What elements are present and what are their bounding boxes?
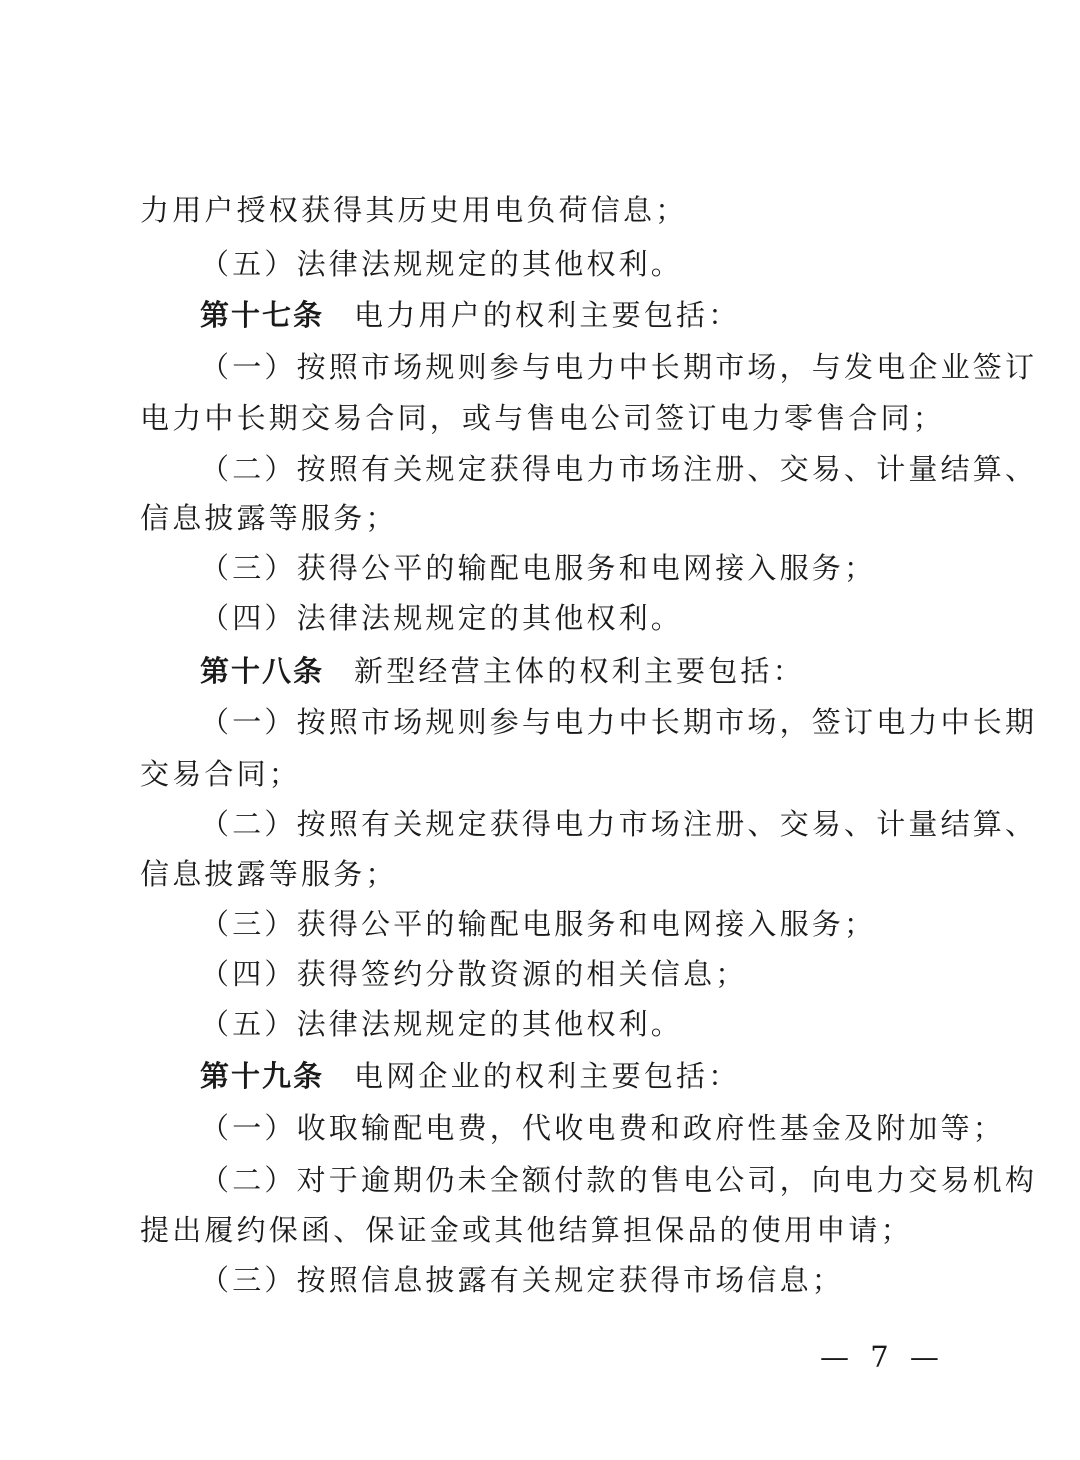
article-text: 电网企业的权利主要包括： <box>354 1059 741 1093</box>
article-heading: 第十九条 <box>200 1059 325 1093</box>
text-line: 提出履约保函、保证金或其他结算担保品的使用申请； <box>140 1213 913 1247</box>
article-17-line <box>200 297 740 333</box>
text-line: （一）按照市场规则参与电力中长期市场，签订电力中长期 <box>200 705 1038 739</box>
text-line: （三）获得公平的输配电服务和电网接入服务； <box>200 551 877 585</box>
article-18-line <box>200 653 805 689</box>
article-text: 新型经营主体的权利主要包括： <box>354 654 805 688</box>
text-line: 电力中长期交易合同，或与售电公司签订电力零售合同； <box>140 401 946 435</box>
text-line: （一）按照市场规则参与电力中长期市场，与发电企业签订 <box>200 350 1038 384</box>
text-line: （四）法律法规规定的其他权利。 <box>200 601 684 635</box>
article-text: 电力用户的权利主要包括： <box>354 298 741 332</box>
text-line: 力用户授权获得其历史用电负荷信息； <box>140 193 688 227</box>
article-19-line <box>200 1058 740 1094</box>
text-line: 交易合同； <box>140 757 302 791</box>
article-heading: 第十七条 <box>200 298 325 332</box>
text-line: （二）按照有关规定获得电力市场注册、交易、计量结算、 <box>200 452 1038 486</box>
text-line: （二）按照有关规定获得电力市场注册、交易、计量结算、 <box>200 807 1038 841</box>
text-line: （一）收取输配电费，代收电费和政府性基金及附加等； <box>200 1111 1006 1145</box>
text-line: 信息披露等服务； <box>140 501 398 535</box>
text-line: （四）获得签约分散资源的相关信息； <box>200 957 748 991</box>
page-number: — 7 — <box>820 1340 945 1374</box>
text-line: （三）获得公平的输配电服务和电网接入服务； <box>200 907 877 941</box>
text-line: （五）法律法规规定的其他权利。 <box>200 247 684 281</box>
article-heading: 第十八条 <box>200 654 325 688</box>
text-line: 信息披露等服务； <box>140 857 398 891</box>
text-line: （五）法律法规规定的其他权利。 <box>200 1007 684 1041</box>
text-line: （二）对于逾期仍未全额付款的售电公司，向电力交易机构 <box>200 1163 1038 1197</box>
text-line: （三）按照信息披露有关规定获得市场信息； <box>200 1263 845 1297</box>
